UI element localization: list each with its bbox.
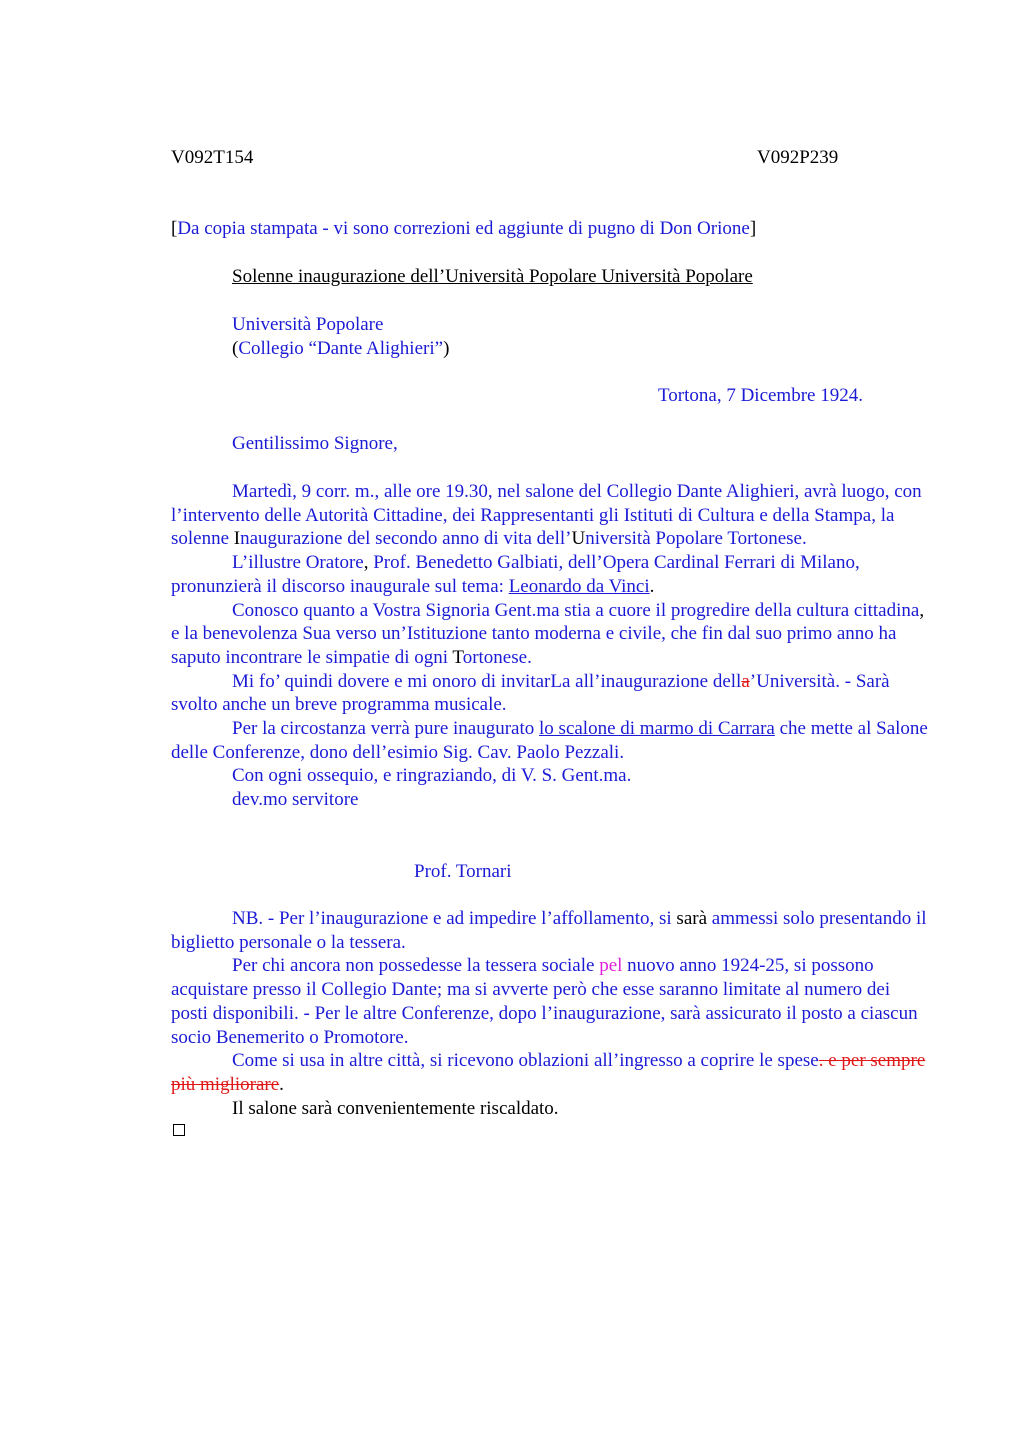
nb3-deleted-text: . e per sempre più migliorare: [171, 1050, 926, 1095]
p5-underlined-text: lo scalone di marmo di Carrara: [539, 718, 775, 740]
note-close-bracket: ]: [749, 218, 757, 239]
paragraph-7: dev.mo servitore: [232, 789, 359, 811]
paragraph-1: [171, 480, 931, 551]
p4-text-c: ’Università. - Sarà svolto anche un breve programma musicale.: [171, 670, 890, 716]
nb2-inserted-word: pel: [599, 955, 623, 977]
sender-line-1: Università Popolare: [232, 314, 384, 335]
p2-lecture-topic: Leonardo da Vinci: [508, 575, 650, 597]
p1-text-c: naugurazione del secondo anno di vita dell’: [240, 528, 572, 550]
p1-text-b: I: [233, 528, 241, 550]
p3-text-d: T: [452, 646, 463, 668]
p5-text-c: che mette al Salone delle Conferenze, dono dell’esimio Sig. Cav. Paolo Pezzali.: [171, 718, 928, 763]
signature: Prof. Tornari: [414, 861, 512, 882]
nb-paragraph-2: [171, 954, 931, 1049]
header-left-code: V092T154: [171, 147, 254, 168]
p5-text-a: Per la circostanza verrà pure inaugurato: [232, 718, 540, 740]
letter-date: Tortona, 7 Dicembre 1924.: [658, 385, 863, 406]
p2-text-c: Prof. Benedetto Galbiati, dell’Opera Cardinal Ferrari di Milano, pronunzierà il discorso inaugurale sul tema:: [171, 552, 860, 597]
p3-text-e: ortonese.: [462, 646, 532, 668]
p3-text-c: e la benevolenza Sua verso un’Istituzione tanto moderna e civile, che fin dal suo primo anno ha saputo incontrare le simpatie di ogni: [171, 623, 897, 668]
p2-text-a: L’illustre Oratore: [232, 552, 364, 574]
document-title: Solenne inaugurazione dell’Università Popolare Università Popolare: [232, 266, 753, 287]
paragraph-2: [171, 551, 931, 598]
nb3-text-a: Come si usa in altre città, si ricevono oblazioni all’ingresso a coprire le spese: [232, 1050, 819, 1072]
nb-paragraph-1: [171, 907, 931, 954]
p3-text-a: Conosco quanto a Vostra Signoria Gent.ma stia a cuore il progredire della cultura cittadina: [232, 599, 920, 621]
p4-text-a: Mi fo’ quindi dovere e mi onoro di invitarLa all’inaugurazione dell: [232, 670, 742, 692]
p2-text-e: .: [649, 575, 655, 597]
nb1-text-b: sarà: [676, 908, 708, 929]
sender-line-2: [232, 337, 449, 361]
sender-open-paren: (: [232, 338, 239, 359]
paragraph-6: Con ogni ossequio, e ringraziando, di V. S. Gent.ma.: [232, 765, 632, 787]
nb2-text-c: nuovo anno 1924-25, si possono acquistare presso il Collegio Dante; ma si avverte però che esse saranno limitate al numero dei posti disponibili. - Per le altre Conferenze, dopo l’inaugurazione, sarà assicurato il posto a ciascun socio Benemerito o Promotore.: [171, 955, 918, 1048]
p4-deleted-text: a: [741, 670, 750, 692]
paragraph-4: [171, 670, 931, 717]
p1-text-d: U: [571, 528, 586, 550]
nb2-text-a: Per chi ancora non possedesse la tessera sociale: [232, 955, 600, 977]
nb-paragraph-3: [171, 1049, 931, 1096]
note-open-bracket: [: [171, 218, 178, 239]
p1-text-e: niversità Popolare Tortonese.: [585, 528, 807, 550]
letter-body: [171, 480, 931, 812]
paragraph-5: [171, 717, 931, 764]
sender-college: Collegio “Dante Alighieri”: [238, 338, 444, 359]
note-text: Da copia stampata - vi sono correzioni ed aggiunte di pugno di Don Orione: [177, 218, 750, 239]
nb1-text-c: ammessi solo presentando il biglietto personale o la tessera.: [171, 908, 927, 953]
header-right-code: V092P239: [757, 147, 839, 168]
paragraph-3: [171, 599, 931, 670]
nota-bene-section: [171, 907, 931, 1120]
nb3-text-c: .: [279, 1073, 284, 1095]
p2-text-b: ,: [363, 552, 374, 574]
nb1-text-a: NB. - Per l’inaugurazione e ad impedire l’affollamento, si: [232, 908, 677, 929]
p1-text-a: Martedì, 9 corr. m., alle ore 19.30, nel salone del Collegio Dante Alighieri, avrà luogo, con l’intervento delle Autorità Cittadine, dei Rappresentanti gli Istituti di Cultura e della Stampa, la solenne: [171, 481, 922, 550]
greeting: Gentilissimo Signore,: [232, 433, 398, 454]
p3-text-b: ,: [919, 599, 925, 621]
empty-checkbox-symbol: [173, 1124, 185, 1136]
sender-close-paren: ): [443, 338, 450, 359]
nb-paragraph-4: Il salone sarà convenientemente riscaldato.: [232, 1097, 559, 1119]
editor-note: [171, 217, 756, 241]
